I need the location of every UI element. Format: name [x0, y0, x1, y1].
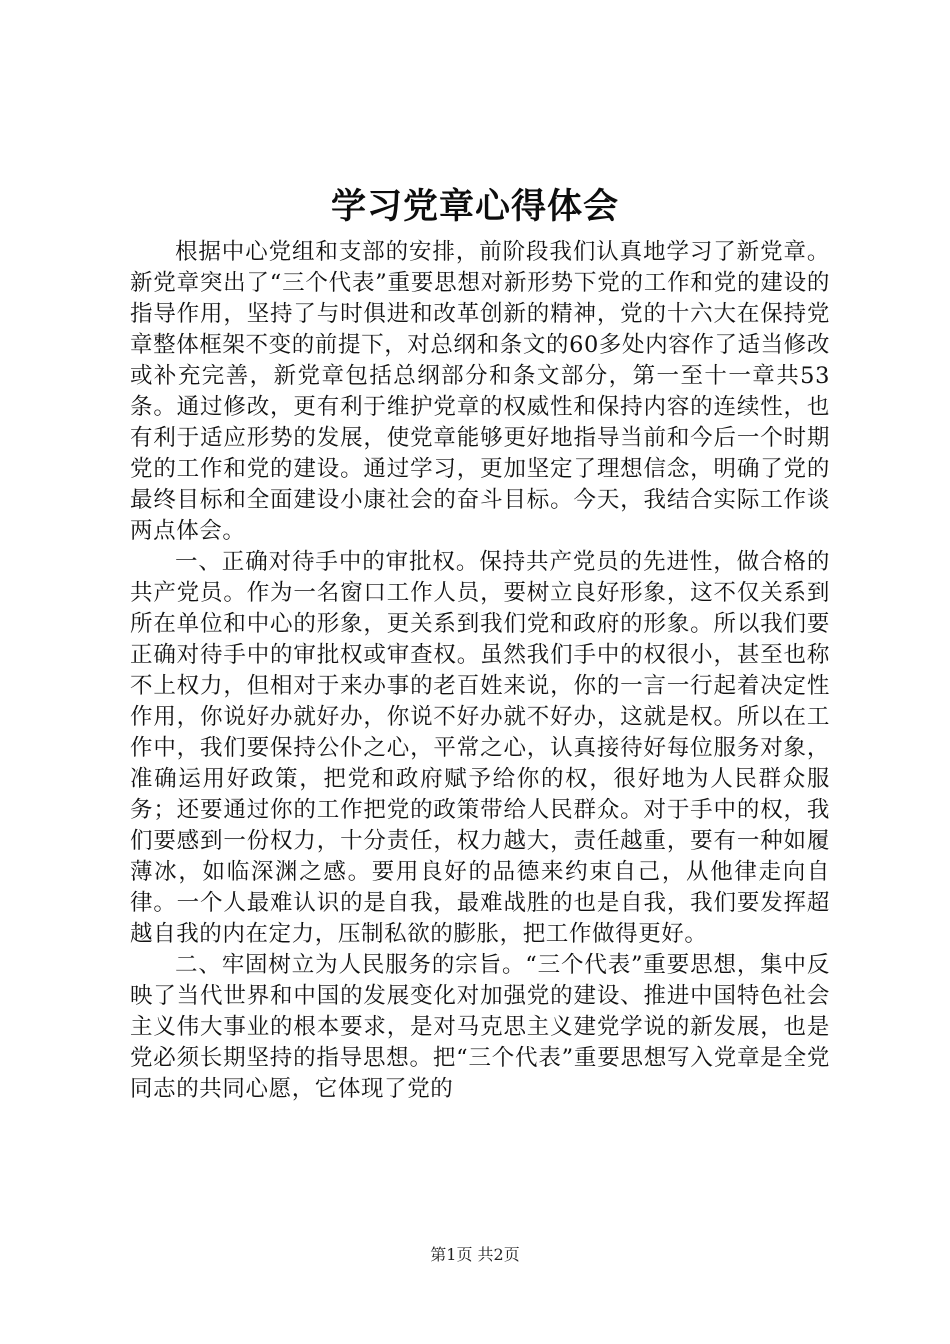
paragraph-point-one: 一、正确对待手中的审批权。保持共产党员的先进性，做合格的共产党员。作为一名窗口工作人员，要树立良好形象，这不仅关系到所在单位和中心的形象，更关系到我们党和政府的形象。所以我们要正确对待手中的审批权或审查权。虽然我们手中的权很小，甚至也称不上权力，但相对于来办事的老百姓来说，你的一言一行起着决定性作用，你说好办就好办，你说不好办就不好办，这就是权。所以在工作中，我们要保持公仆之心，平常之心，认真接待好每位服务对象，准确运用好政策，把党和政府赋予给你的权，很好地为人民群众服务；还要通过你的工作把党的政策带给人民群众。对于手中的权，我们要感到一份权力，十分责任，权力越大，责任越重，要有一种如履薄冰，如临深渊之感。要用良好的品德来约束自己，从他律走向自律。一个人最难认识的是自我，最难战胜的也是自我，我们要发挥超越自我的内在定力，压制私欲的膨胀，把工作做得更好。 — [130, 549, 830, 947]
page-title: 学习党章心得体会 — [330, 186, 619, 227]
page-number-indicator: 第1页 共2页 — [430, 1245, 520, 1264]
paragraph-point-two: 二、牢固树立为人民服务的宗旨。“三个代表”重要思想，集中反映了当代世界和中国的发展变化对加强党的建设、推进中国特色社会主义伟大事业的根本要求，是对马克思主义建党学说的新发展，也是党必须长期坚持的指导思想。把“三个代表”重要思想写入党章是全党同志的共同心愿，它体现了党的 — [130, 952, 830, 1102]
document-body — [130, 237, 830, 1105]
paragraph-intro: 根据中心党组和支部的安排，前阶段我们认真地学习了新党章。新党章突出了“三个代表”重要思想对新形势下党的工作和党的建设的指导作用，坚持了与时俱进和改革创新的精神，党的十六大在保持党章整体框架不变的前提下，对总纲和条文的60多处内容作了适当修改或补充完善，新党章包括总纲部分和条文部分，第一至十一章共53条。通过修改，更有利于维护党章的权威性和保持内容的连续性，也有利于适应形势的发展，使党章能够更好地指导当前和今后一个时期党的工作和党的建设。通过学习，更加坚定了理想信念，明确了党的最终目标和全面建设小康社会的奋斗目标。今天，我结合实际工作谈两点体会。 — [130, 239, 830, 544]
page-footer — [0, 1243, 950, 1267]
